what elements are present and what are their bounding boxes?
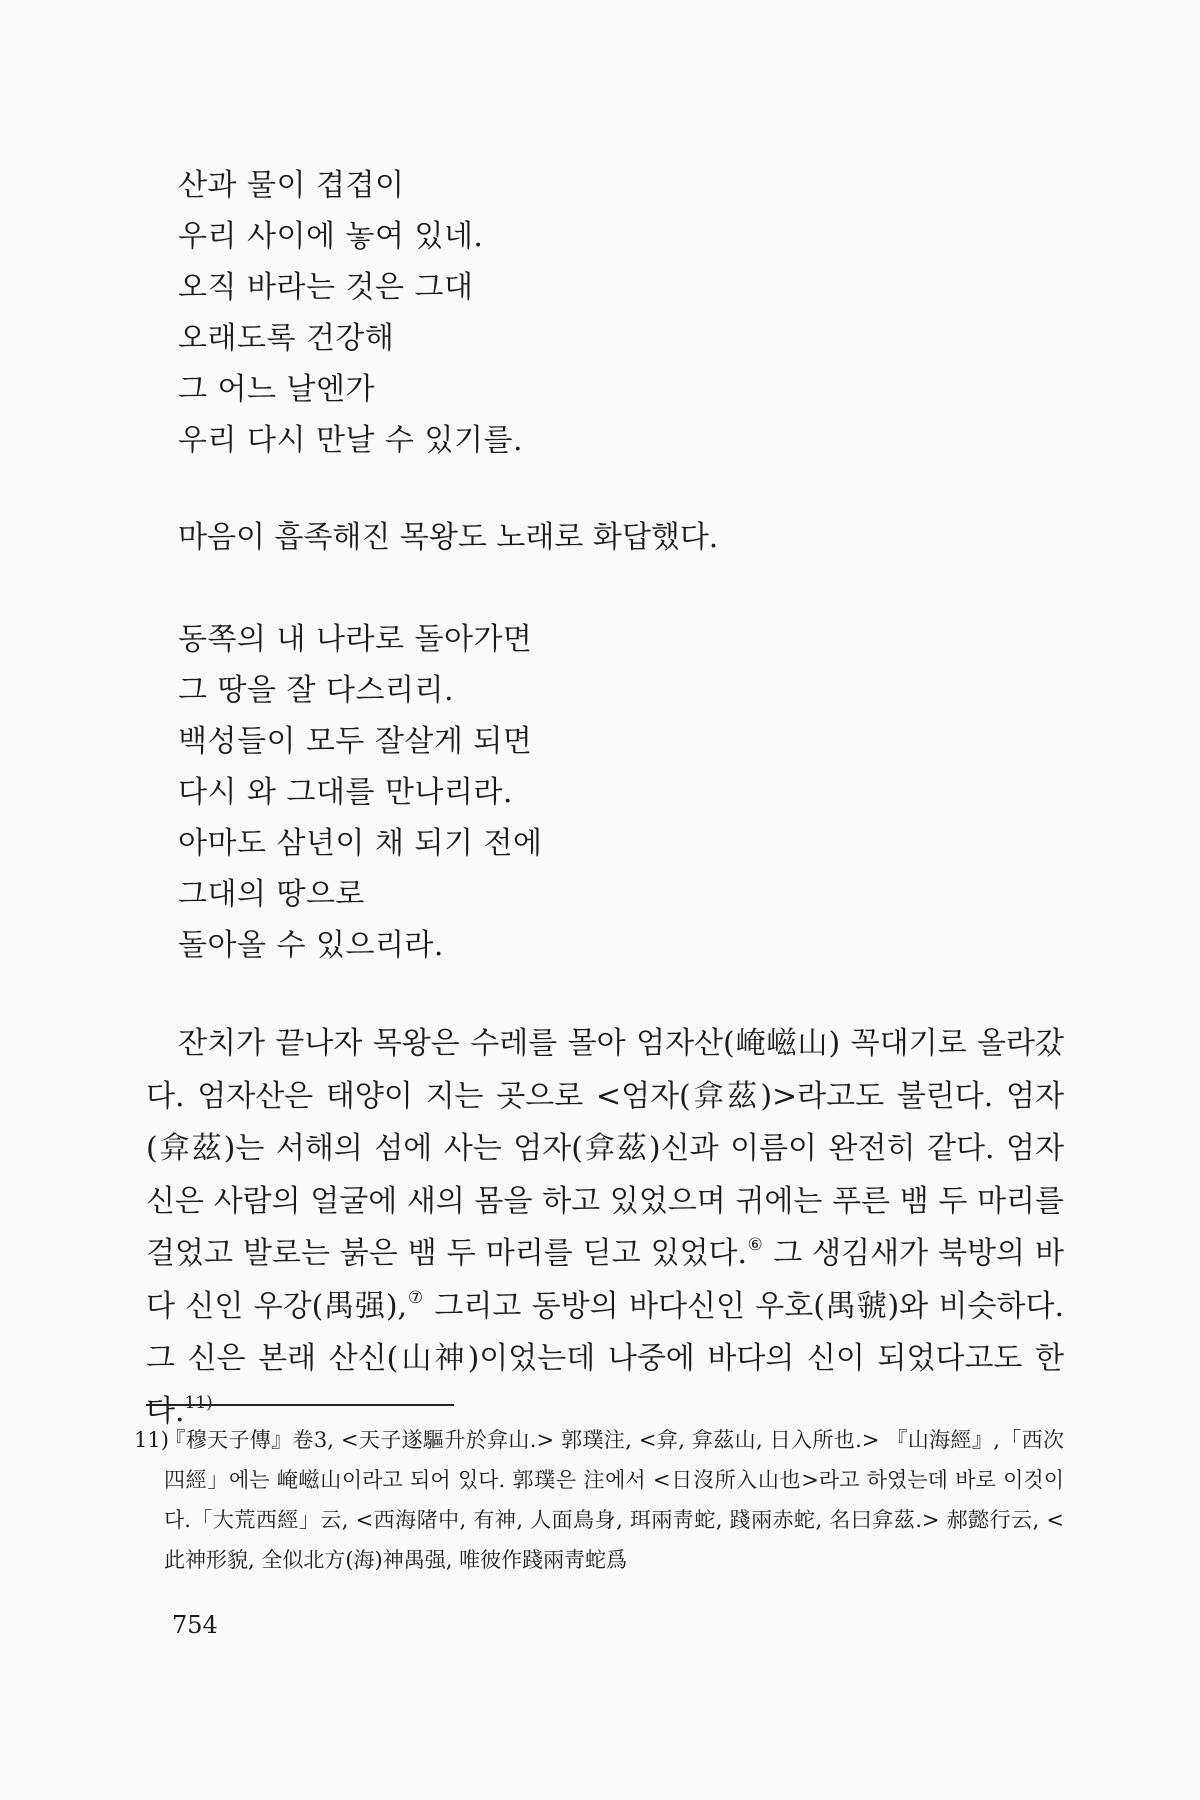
- footnote-divider: [146, 1404, 454, 1406]
- poem-line: 그대의 땅으로: [178, 877, 365, 912]
- endnote-ref-6: ⑥: [747, 1235, 764, 1255]
- poem-line: 돌아올 수 있으리라.: [178, 928, 444, 963]
- poem-stanza-1: [178, 160, 523, 466]
- poem-line: 오래도록 건강해: [178, 321, 395, 356]
- poem-line: 산과 물이 겹겹이: [178, 168, 405, 203]
- prose-text: 그 생김새가 북방의 바다 신인 우강(禺强),: [146, 1236, 1064, 1324]
- endnote-ref-7: ⑦: [407, 1287, 425, 1308]
- poem-line: 우리 사이에 놓여 있네.: [178, 219, 484, 254]
- narration-line: 마음이 흡족해진 목왕도 노래로 화답했다.: [178, 520, 719, 555]
- poem-line: 다시 와 그대를 만나리라.: [178, 775, 513, 810]
- prose-text: 그리고 동방의 바다신인 우호(禺虢)와 비슷하다. 그 신은 본래 산신(山神)이었는데 나중에 바다의 신이 되었다고도 한다.: [146, 1288, 1064, 1429]
- poem-line: 동쪽의 내 나라로 돌아가면: [178, 622, 533, 657]
- poem-line: 백성들이 모두 잘살게 되면: [178, 724, 533, 759]
- poem-stanza-2: [178, 614, 542, 971]
- poem-line: 아마도 삼년이 채 되기 전에: [178, 826, 543, 861]
- footnote-marker: 11): [134, 1428, 169, 1452]
- page-number: 754: [172, 1611, 218, 1639]
- poem-line: 그 어느 날엔가: [178, 372, 375, 407]
- footnote-11: [134, 1420, 1064, 1580]
- footnote-text: 『穆天子傳』卷3, <天子遂驅升於弇山.> 郭璞注, <弇, 弇茲山, 日入所也.> 『山海經』,「西次四經」에는 崦嵫山이라고 되어 있다. 郭璞은 注에서 <日沒所入山也>라고 하였는데 바로 이것이다.「大荒西經」云, <西海陼中, 有神, 人面鳥身, 珥兩靑蛇, 踐兩赤蛇, 名曰弇茲.> 郝懿行云, <此神形貌, 全似北方(海)神禺强, 唯彼作踐兩靑蛇爲: [164, 1428, 1064, 1572]
- footnote-ref-11: 11): [184, 1392, 213, 1413]
- poem-line: 우리 다시 만날 수 있기를.: [178, 423, 523, 458]
- prose-paragraph: [146, 1018, 1064, 1438]
- poem-line: 오직 바라는 것은 그대: [178, 270, 474, 305]
- poem-line: 그 땅을 잘 다스리리.: [178, 673, 454, 708]
- prose-text: 잔치가 끝나자 목왕은 수레를 몰아 엄자산(崦嵫山) 꼭대기로 올라갔다. 엄자산은 태양이 지는 곳으로 <엄자(弇茲)>라고도 불린다. 엄자(弇茲)는 서해의 섬에 사는 엄자(弇茲)신과 이름이 완전히 같다. 엄자신은 사람의 얼굴에 새의 몸을 하고 있었으며 귀에는 푸른 뱀 두 마리를 걸었고 발로는 붉은 뱀 두 마리를 딛고 있었다.: [146, 1026, 1064, 1271]
